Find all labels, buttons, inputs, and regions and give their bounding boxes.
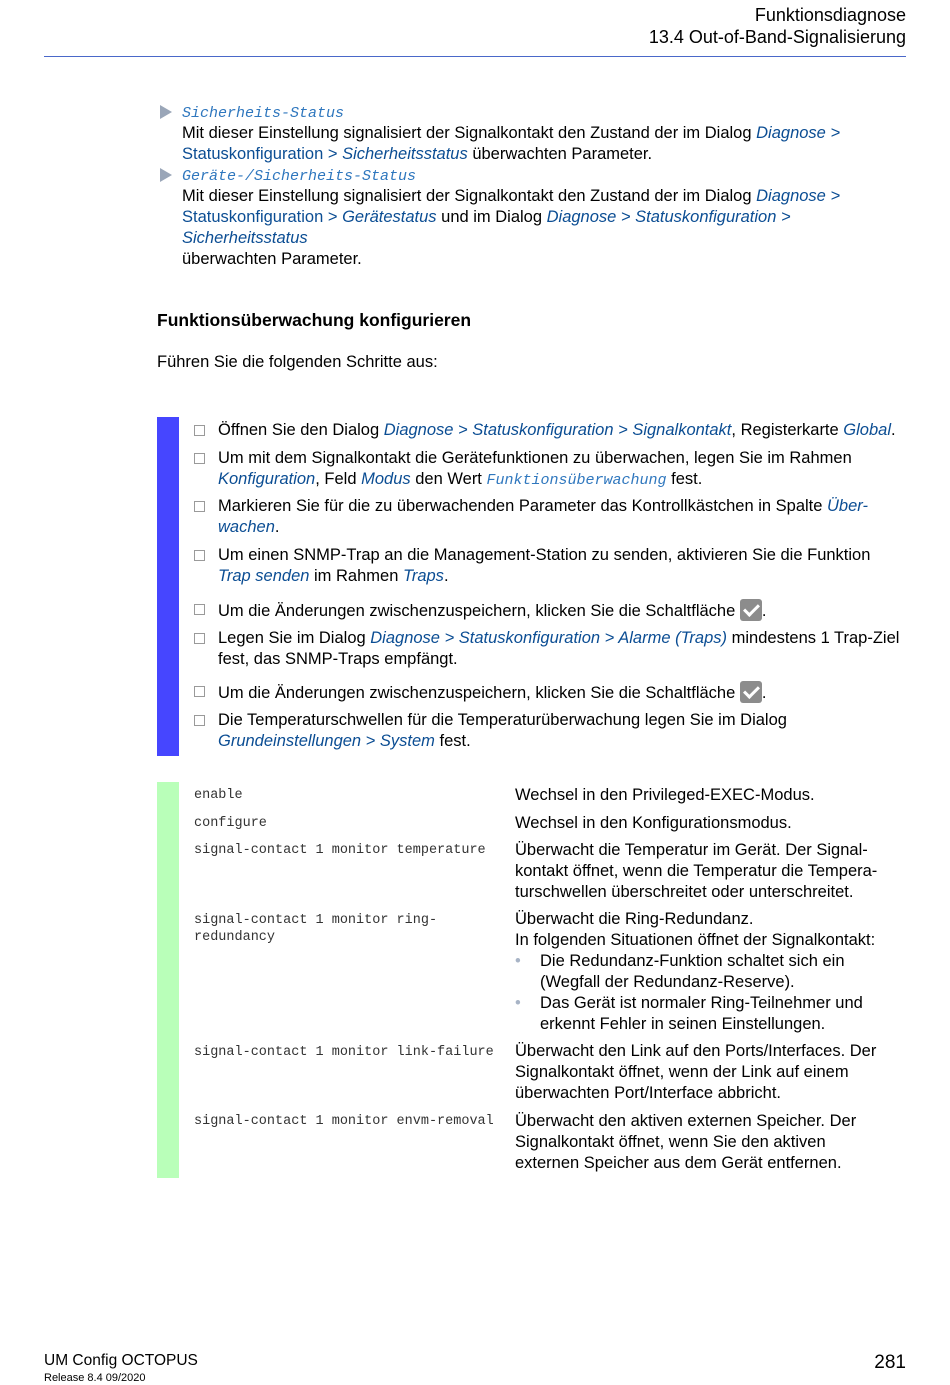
menu-path: Diagnose > Statuskonfiguration > Alarme (Traps): [370, 629, 728, 647]
section-title: 13.4 Out-of-Band-Signalisierung: [648, 27, 906, 47]
step-checkbox-icon: [194, 501, 205, 512]
option-description: Mit dieser Einstellung signalisiert der Signalkontakt den Zustand der im Dialog Diagnose > Statuskonfiguration > Sicherheitsstatus überwachten Parameter.: [182, 124, 841, 163]
cli-description: Überwacht den Link auf den Ports/Interfaces. Der Signalkontakt öffnet, wenn der Link auf einem überwachten Port/Interface abbricht.: [515, 1042, 877, 1102]
cli-command: configure: [194, 816, 267, 831]
cli-description: Überwacht den aktiven externen Speicher. Der Signalkontakt öffnet, wenn Sie den aktiven externen Speicher aus dem Gerät entfernen.: [515, 1112, 857, 1172]
cli-description: Wechsel in den Konfigurationsmodus.: [515, 814, 792, 832]
frame-name: Konfiguration: [218, 470, 316, 488]
step-item: Um einen SNMP-Trap an die Management-Station zu senden, aktivieren Sie die Funktion Trap senden im Rahmen Traps.: [194, 545, 906, 587]
section-heading: Funktionsüberwachung konfigurieren: [157, 310, 472, 330]
menu-path: Statuskonfiguration >: [182, 145, 338, 163]
column-name: wachen: [218, 518, 275, 536]
step-checkbox-icon: [194, 715, 205, 726]
header-rule: [44, 56, 906, 57]
cli-command: signal-contact 1 monitor link-failure: [194, 1045, 494, 1060]
option-name: Sicherheits-Status: [182, 105, 345, 122]
menu-path: Gerätestatus: [342, 208, 437, 226]
tab-name: Global: [843, 421, 891, 439]
list-item: • Das Gerät ist normaler Ring-Teilnehmer und erkennt Fehler in seinen Einstellungen.: [515, 993, 910, 1035]
step-checkbox-icon: [194, 550, 205, 561]
triangle-bullet-icon: [160, 168, 172, 182]
intro-text: Führen Sie die folgenden Schritte aus:: [157, 353, 438, 371]
value-name: Funktionsüberwachung: [486, 472, 667, 489]
cli-description: Überwacht die Ring-Redundanz. In folgenden Situationen öffnet der Signalkontakt: • Die Redundanz-Funktion schaltet sich ein (Wegfall der Redundanz-Reserve). • Das Gerät ist normaler Ring-Teilnehmer und erkennt Fehler in seinen Einstellungen.: [515, 909, 910, 1035]
menu-path: Diagnose >: [756, 187, 841, 205]
save-check-icon: [740, 599, 762, 621]
menu-path: Diagnose >: [756, 124, 841, 142]
menu-path: Diagnose > Statuskonfiguration > Sicherheitsstatus: [182, 208, 791, 247]
chapter-title: Funktionsdiagnose: [754, 5, 906, 25]
cli-command: signal-contact 1 monitor temperature: [194, 843, 486, 858]
step-item: Legen Sie im Dialog Diagnose > Statuskonfiguration > Alarme (Traps) mindestens 1 Trap-Ziel fest, das SNMP-Traps empfängt.: [194, 628, 906, 670]
running-header: [649, 4, 906, 48]
cli-command: signal-contact 1 monitor ring- redundancy: [194, 913, 438, 945]
step-item: Öffnen Sie den Dialog Diagnose > Statuskonfiguration > Signalkontakt, Registerkarte Global.: [194, 420, 906, 441]
step-item: Die Temperaturschwellen für die Temperaturüberwachung legen Sie im Dialog Grundeinstellungen > System fest.: [194, 710, 906, 752]
step-checkbox-icon: [194, 425, 205, 436]
page-number: 281: [874, 1352, 906, 1373]
triangle-bullet-icon: [160, 105, 172, 119]
frame-name: Traps: [402, 567, 444, 585]
menu-path: Diagnose > Statuskonfiguration > Signalkontakt: [383, 421, 732, 439]
step-checkbox-icon: [194, 633, 205, 644]
footer-doc-title: UM Config OCTOPUS: [44, 1352, 198, 1369]
list-item: • Die Redundanz-Funktion schaltet sich ein (Wegfall der Redundanz-Reserve).: [515, 951, 910, 993]
column-name: Über-: [827, 497, 868, 515]
procedure-bar: [157, 417, 179, 756]
cli-bar: [157, 782, 179, 1178]
cli-command: enable: [194, 788, 243, 803]
cli-description: Wechsel in den Privileged-EXEC-Modus.: [515, 786, 815, 804]
function-name: Trap senden: [218, 567, 310, 585]
menu-path: Sicherheitsstatus: [342, 145, 468, 163]
step-item: Um die Änderungen zwischenzuspeichern, klicken Sie die Schaltfläche .: [194, 681, 906, 704]
step-item: Markieren Sie für die zu überwachenden Parameter das Kontrollkästchen in Spalte Über- wachen.: [194, 496, 906, 538]
footer-release: Release 8.4 09/2020: [44, 1372, 146, 1384]
option-description: Mit dieser Einstellung signalisiert der Signalkontakt den Zustand der im Dialog Diagnose > Statuskonfiguration > Gerätestatus und im Dialog Diagnose > Statuskonfiguration > Sicherheitsstatus überwachten Parameter.: [182, 187, 841, 268]
menu-path: Statuskonfiguration >: [182, 208, 338, 226]
cli-description: Überwacht die Temperatur im Gerät. Der Signal- kontakt öffnet, wenn die Temperatur die Tempera- turschwellen überschreitet oder unterschreitet.: [515, 841, 878, 901]
field-name: Modus: [361, 470, 411, 488]
step-checkbox-icon: [194, 604, 205, 615]
menu-path: Grundeinstellungen > System: [218, 732, 435, 750]
step-item: Um die Änderungen zwischenzuspeichern, klicken Sie die Schaltfläche .: [194, 599, 906, 622]
save-check-icon: [740, 681, 762, 703]
step-item: Um mit dem Signalkontakt die Gerätefunktionen zu überwachen, legen Sie im Rahmen Konfiguration, Feld Modus den Wert Funktionsüberwachung fest.: [194, 448, 906, 491]
cli-command: signal-contact 1 monitor envm-removal: [194, 1114, 494, 1129]
step-checkbox-icon: [194, 686, 205, 697]
option-name: Geräte-/Sicherheits-Status: [182, 168, 417, 185]
step-checkbox-icon: [194, 453, 205, 464]
